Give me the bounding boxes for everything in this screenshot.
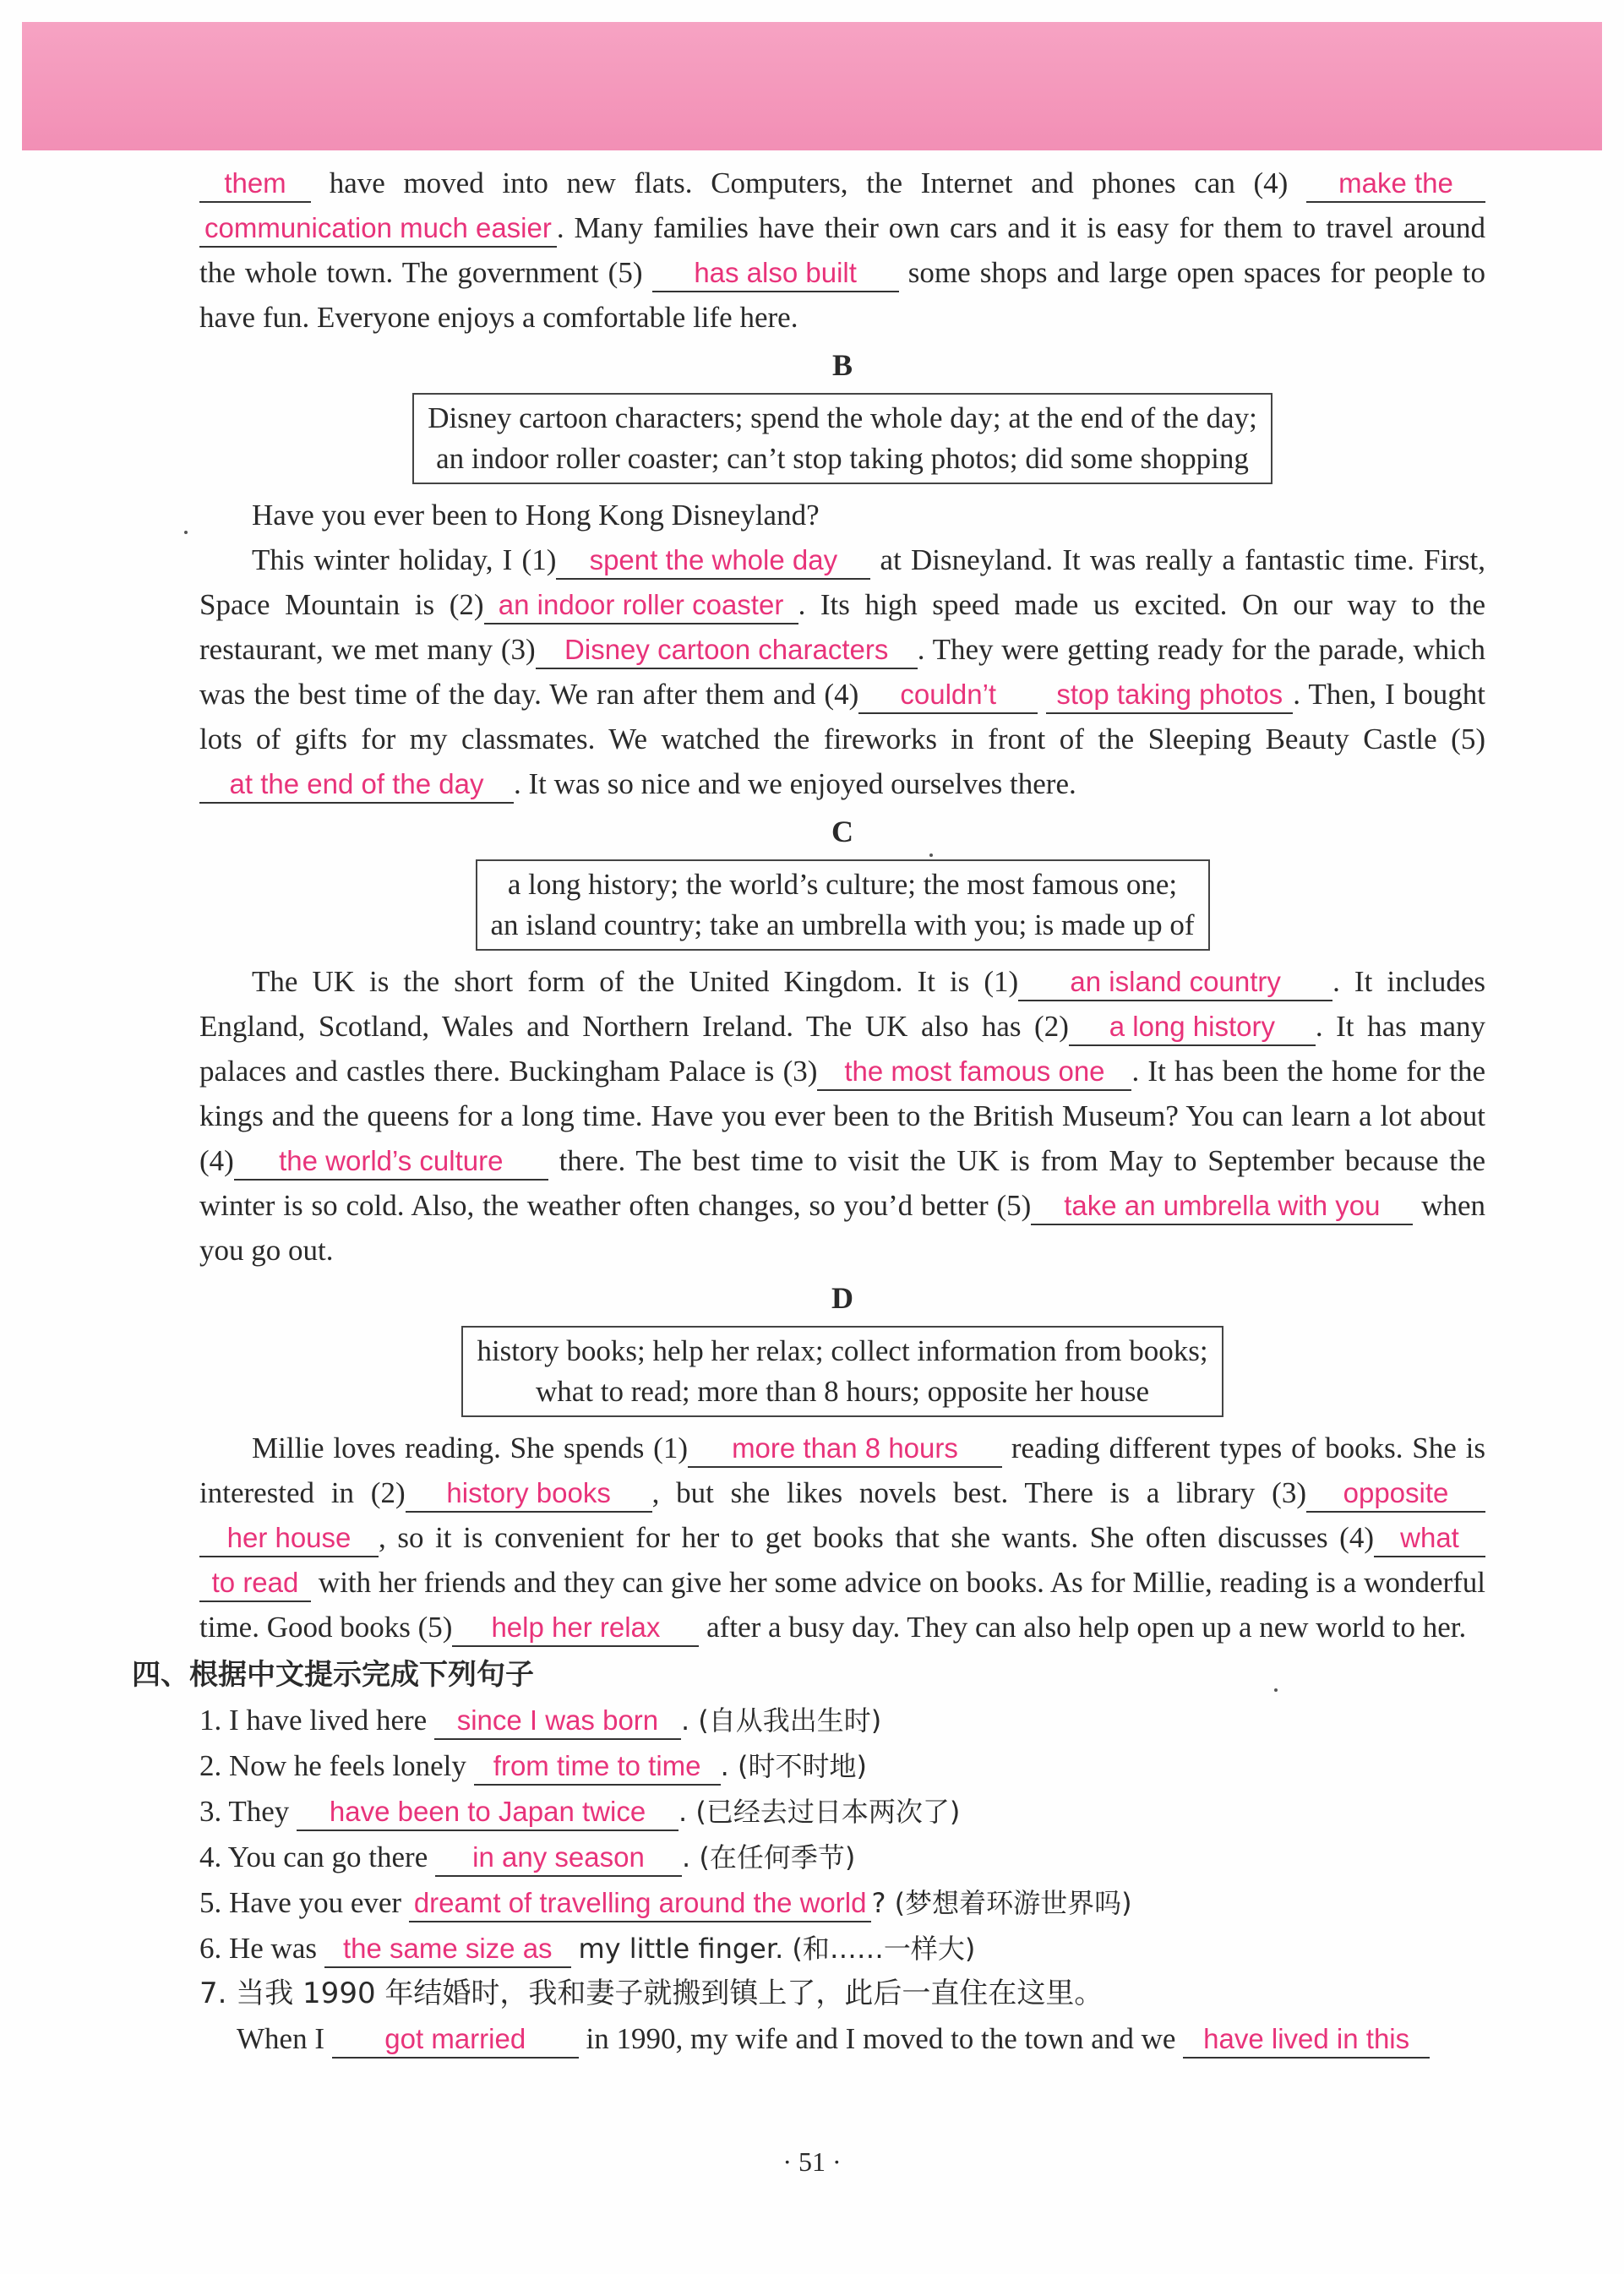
text: . Many families have their own cars and it is easy for them to travel around the whole town. The government (5) <box>199 211 1485 289</box>
answer-blank: since I was born <box>434 1703 681 1740</box>
answer-blank: got married <box>332 2021 579 2059</box>
answer-blank: what <box>1374 1520 1485 1557</box>
text: 5. Have you ever <box>199 1886 402 1919</box>
text: 3. They <box>199 1795 290 1828</box>
page-number: · 51 · <box>782 2146 842 2177</box>
text: when you go out. <box>199 1189 1486 1267</box>
answer-blank: her house <box>199 1520 379 1557</box>
text: reading different types of books. She is interested in (2) <box>199 1431 1486 1509</box>
word-box-line: what to read; more than 8 hours; opposite her house <box>535 1375 1150 1408</box>
word-box-c <box>476 859 1210 951</box>
answer-blank: stop taking photos <box>1046 677 1293 714</box>
hint-text: my little finger. (和……一样大) <box>578 1933 976 1965</box>
text: after a busy day. They can also help open up a new world to her. <box>706 1611 1467 1644</box>
word-box-b <box>412 393 1272 484</box>
sentence-7-chinese: 7. 当我 1990 年结婚时，我和妻子就搬到镇上了，此后一直住在这里。 <box>199 1977 1104 2010</box>
answer-blank: an island country <box>1018 964 1332 1001</box>
text: . It has been the home for the kings and the queens for a long time. Have you ever been to the British Museum? You can learn a lot about (4) <box>199 1055 1485 1177</box>
answer-blank: in any season <box>435 1840 682 1877</box>
passage-a <box>199 161 1485 340</box>
answer-blank: take an umbrella with you <box>1031 1188 1413 1225</box>
hint-text: . (时不时地) <box>720 1750 867 1782</box>
sentence-6 <box>199 1926 1485 1971</box>
section-title-c: C <box>831 815 853 848</box>
text: This winter holiday, I (1) <box>252 543 557 576</box>
sentence-2 <box>199 1743 1485 1789</box>
answer-blank: couldn’t <box>858 677 1038 714</box>
answer-blank: history books <box>406 1475 652 1513</box>
word-box-line: a long history; the world’s culture; the most famous one; <box>507 868 1178 901</box>
section-title-b: B <box>831 348 853 382</box>
text: there. The best time to visit the UK is from May to September because the winter is so cold. Also, the weather often changes, so you’d better (5) <box>199 1144 1485 1222</box>
scan-speck <box>1274 1688 1278 1692</box>
answer-blank: from time to time <box>474 1748 721 1786</box>
hint-text: . (自从我出生时) <box>680 1704 882 1737</box>
answer-blank: a long history <box>1069 1009 1316 1046</box>
text: in 1990, my wife and I moved to the town and we <box>586 2022 1176 2055</box>
answer-blank: the same size as <box>324 1931 571 1968</box>
answer-blank: the most famous one <box>817 1054 1131 1091</box>
text: some shops and large open spaces for people to have fun. Everyone enjoys a comfortable life here. <box>199 256 1486 334</box>
answer-blank: more than 8 hours <box>688 1431 1002 1468</box>
text: . Then, I bought lots of gifts for my classmates. We watched the fireworks in front of the Sleeping Beauty Castle (5) <box>199 678 1485 755</box>
word-box-line: history books; help her relax; collect information from books; <box>477 1334 1208 1367</box>
text: The UK is the short form of the United Kingdom. It is (1) <box>252 965 1019 998</box>
answer-blank: spent the whole day <box>556 543 870 580</box>
text: 6. He was <box>199 1932 317 1965</box>
sentence-7 <box>199 2016 1485 2061</box>
passage-d <box>199 1426 1485 1650</box>
text: . It has many palaces and castles there. Buckingham Palace is (3) <box>199 1010 1485 1088</box>
question-line: Have you ever been to Hong Kong Disneyland? <box>252 499 820 532</box>
text: . It includes England, Scotland, Wales and Northern Ireland. The UK also has (2) <box>199 965 1485 1043</box>
page-content <box>132 161 1486 2061</box>
answer-blank: make the <box>1306 166 1485 203</box>
text: have moved into new flats. Computers, the Internet and phones can (4) <box>329 166 1289 199</box>
answer-blank: dreamt of travelling around the world <box>409 1885 872 1922</box>
answer-blank: them <box>199 166 311 203</box>
answer-blank: an indoor roller coaster <box>484 587 798 624</box>
text: 1. I have lived here <box>199 1704 428 1737</box>
hint-text: ? (梦想着环游世界吗) <box>871 1887 1132 1919</box>
text: , so it is convenient for her to get books that she wants. She often discusses (4) <box>379 1521 1374 1554</box>
sentence-4 <box>199 1835 1485 1880</box>
answer-blank: has also built <box>652 255 899 292</box>
sentence-1 <box>199 1698 1485 1743</box>
answer-blank: Disney cartoon characters <box>536 632 918 669</box>
text: , but she likes novels best. There is a library (3) <box>651 1476 1306 1509</box>
passage-c <box>199 959 1485 1273</box>
scan-speck <box>929 853 933 857</box>
word-box-line: an indoor roller coaster; can’t stop taking photos; did some shopping <box>436 442 1249 475</box>
text: . Its high speed made us excited. On our way to the restaurant, we met many (3) <box>199 588 1486 666</box>
answer-blank: communication much easier <box>199 210 557 248</box>
passage-b <box>199 537 1485 806</box>
answer-blank: the world’s culture <box>234 1143 548 1181</box>
sentence-3 <box>199 1789 1485 1835</box>
section-title-4: 四、根据中文提示完成下列句子 <box>132 1658 534 1692</box>
text: . It was so nice and we enjoyed ourselves there. <box>514 767 1076 800</box>
word-box-d <box>461 1326 1223 1417</box>
answer-blank: help her relax <box>452 1610 699 1647</box>
text: 2. Now he feels lonely <box>199 1749 466 1782</box>
hint-text: . (在任何季节) <box>682 1841 856 1873</box>
answer-blank: have lived in this <box>1183 2021 1430 2059</box>
answer-blank: at the end of the day <box>199 766 514 804</box>
text: . They were getting ready for the parade, which was the best time of the day. We ran after them and (4) <box>199 633 1485 711</box>
answer-blank: to read <box>199 1565 311 1602</box>
answer-blank: opposite <box>1306 1475 1485 1513</box>
answer-blank: have been to Japan twice <box>297 1794 678 1831</box>
header-band <box>22 22 1602 150</box>
text: 4. You can go there <box>199 1840 428 1873</box>
text: with her friends and they can give her some advice on books. As for Millie, reading is a wonderful time. Good books (5) <box>199 1566 1486 1644</box>
word-box-line: an island country; take an umbrella with you; is made up of <box>490 908 1195 941</box>
text: Millie loves reading. She spends (1) <box>252 1431 688 1464</box>
word-box-line: Disney cartoon characters; spend the whole day; at the end of the day; <box>428 401 1257 434</box>
text: at Disneyland. It was really a fantastic time. First, Space Mountain is (2) <box>199 543 1485 621</box>
hint-text: . (已经去过日本两次了) <box>678 1796 961 1828</box>
scan-speck <box>184 531 188 534</box>
text: When I <box>237 2022 324 2055</box>
sentence-5 <box>199 1880 1485 1926</box>
section-title-d: D <box>831 1281 853 1315</box>
